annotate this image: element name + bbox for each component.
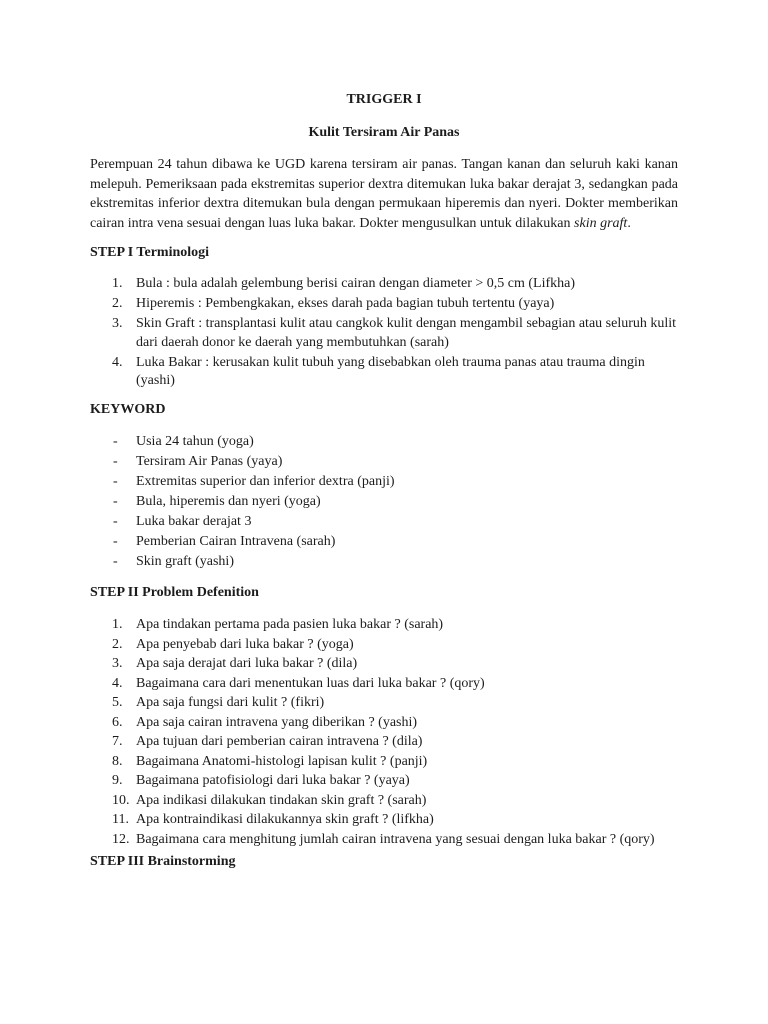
step3-heading: STEP III Brainstorming bbox=[90, 854, 236, 869]
list-item-text: Apa saja cairan intravena yang diberikan ? (yashi) bbox=[136, 714, 418, 730]
list-item bbox=[90, 553, 680, 572]
list-item bbox=[90, 831, 680, 850]
list-marker: 2. bbox=[112, 636, 123, 652]
list-marker: 6. bbox=[112, 714, 123, 730]
list-item-text: Bula : bula adalah gelembung berisi cairan dengan diameter > 0,5 cm (Lifkha) bbox=[136, 276, 576, 291]
step1-terminology-list bbox=[90, 275, 680, 392]
list-marker: 3. bbox=[112, 316, 123, 331]
list-item bbox=[90, 453, 680, 472]
list-marker: 11. bbox=[112, 812, 129, 827]
trigger-paragraph bbox=[90, 155, 678, 233]
list-item-text: Bula, hiperemis dan nyeri (yoga) bbox=[136, 494, 321, 509]
list-item bbox=[90, 616, 680, 635]
list-item-text: Bagaimana cara dari menentukan luas dari luka bakar ? (qory) bbox=[136, 675, 485, 691]
list-marker: 4. bbox=[112, 354, 123, 370]
document-title: TRIGGER I bbox=[346, 92, 422, 107]
list-item-text: Bagaimana patofisiologi dari luka bakar ? (yaya) bbox=[136, 773, 410, 788]
list-item bbox=[90, 811, 680, 830]
list-marker: - bbox=[113, 454, 118, 469]
list-item-text: Apa penyebab dari luka bakar ? (yoga) bbox=[136, 636, 354, 652]
trigger-text: Perempuan 24 tahun dibawa ke UGD karena tersiram air panas. Tangan kanan dan seluruh kaki kanan melepuh. Pemeriksaan pada ekstremitas superior dextra ditemukan luka bakar derajat 3, sedangkan pada ekstremitas inferior dextra ditemukan bula dengan permukaan hiperemis dan nyeri. Dokter memberikan cairan intra vena sesuai dengan luas luka bakar. Dokter mengusulkan untuk dilakukan bbox=[90, 157, 678, 231]
keyword-heading: KEYWORD bbox=[90, 402, 166, 417]
list-item-text: Apa saja fungsi dari kulit ? (fikri) bbox=[136, 695, 325, 710]
step2-problem-list bbox=[90, 616, 680, 850]
list-item-text: Skin graft (yashi) bbox=[136, 554, 234, 569]
list-item-text: Extremitas superior dan inferior dextra (panji) bbox=[136, 474, 395, 489]
list-item-text: Apa tindakan pertama pada pasien luka bakar ? (sarah) bbox=[136, 617, 444, 632]
list-item-text: Bagaimana Anatomi-histologi lapisan kulit ? (panji) bbox=[136, 753, 428, 769]
list-marker: 1. bbox=[112, 617, 123, 632]
list-item bbox=[90, 473, 680, 492]
list-item bbox=[90, 493, 680, 512]
step1-heading: STEP I Terminologi bbox=[90, 245, 210, 260]
list-marker: - bbox=[113, 474, 118, 489]
list-item bbox=[90, 636, 680, 655]
list-item bbox=[90, 753, 680, 772]
list-marker: 3. bbox=[112, 656, 123, 671]
list-item-text: Luka bakar derajat 3 bbox=[136, 514, 252, 529]
document-subtitle: Kulit Tersiram Air Panas bbox=[308, 125, 460, 140]
list-marker: 10. bbox=[112, 792, 130, 808]
trigger-text-end: . bbox=[627, 215, 631, 231]
list-marker: 5. bbox=[112, 695, 123, 710]
list-marker: - bbox=[113, 554, 118, 569]
list-marker: 8. bbox=[112, 753, 123, 769]
list-item bbox=[90, 275, 680, 294]
list-marker: - bbox=[113, 534, 118, 549]
list-item bbox=[90, 433, 680, 452]
list-item-text: Bagaimana cara menghitung jumlah cairan intravena yang sesuai dengan luka bakar ? (qory) bbox=[136, 831, 655, 847]
list-item bbox=[90, 675, 680, 694]
list-item-text: Apa tujuan dari pemberian cairan intravena ? (dila) bbox=[136, 734, 423, 749]
list-item-text: Pemberian Cairan Intravena (sarah) bbox=[136, 534, 336, 549]
list-item bbox=[90, 533, 680, 552]
list-marker: 2. bbox=[112, 296, 123, 311]
list-marker: 9. bbox=[112, 773, 123, 788]
list-item bbox=[90, 513, 680, 532]
list-item-text: Hiperemis : Pembengkakan, ekses darah pada bagian tubuh tertentu (yaya) bbox=[136, 296, 555, 311]
list-item bbox=[90, 694, 680, 713]
list-item bbox=[90, 714, 680, 733]
list-item-text: Tersiram Air Panas (yaya) bbox=[136, 454, 283, 469]
list-marker: - bbox=[113, 514, 118, 529]
list-item bbox=[90, 295, 680, 314]
list-item bbox=[90, 655, 680, 674]
list-marker: - bbox=[113, 434, 118, 449]
list-marker: 1. bbox=[112, 276, 123, 291]
list-item-text: Skin Graft : transplantasi kulit atau cangkok kulit dengan mengambil sebagian atau seluruh kulit dari daerah donor ke daerah yang membutuhkan (sarah) bbox=[136, 316, 677, 350]
list-marker: 4. bbox=[112, 675, 123, 691]
step2-heading: STEP II Problem Defenition bbox=[90, 585, 259, 600]
list-item bbox=[90, 733, 680, 752]
list-item-text: Usia 24 tahun (yoga) bbox=[136, 434, 254, 449]
list-item-text: Luka Bakar : kerusakan kulit tubuh yang disebabkan oleh trauma panas atau trauma dingin (yashi) bbox=[136, 354, 645, 388]
list-item bbox=[90, 315, 680, 352]
list-item bbox=[90, 354, 680, 391]
keyword-list bbox=[90, 433, 680, 573]
trigger-italic-term: skin graft bbox=[574, 215, 628, 231]
list-marker: 7. bbox=[112, 734, 123, 749]
list-item bbox=[90, 792, 680, 811]
list-item-text: Apa saja derajat dari luka bakar ? (dila) bbox=[136, 656, 358, 671]
list-item-text: Apa indikasi dilakukan tindakan skin graft ? (sarah) bbox=[136, 792, 427, 808]
list-marker: 12. bbox=[112, 831, 130, 847]
list-item bbox=[90, 772, 680, 791]
list-marker: - bbox=[113, 494, 118, 509]
list-item-text: Apa kontraindikasi dilakukannya skin graft ? (lifkha) bbox=[136, 812, 434, 827]
